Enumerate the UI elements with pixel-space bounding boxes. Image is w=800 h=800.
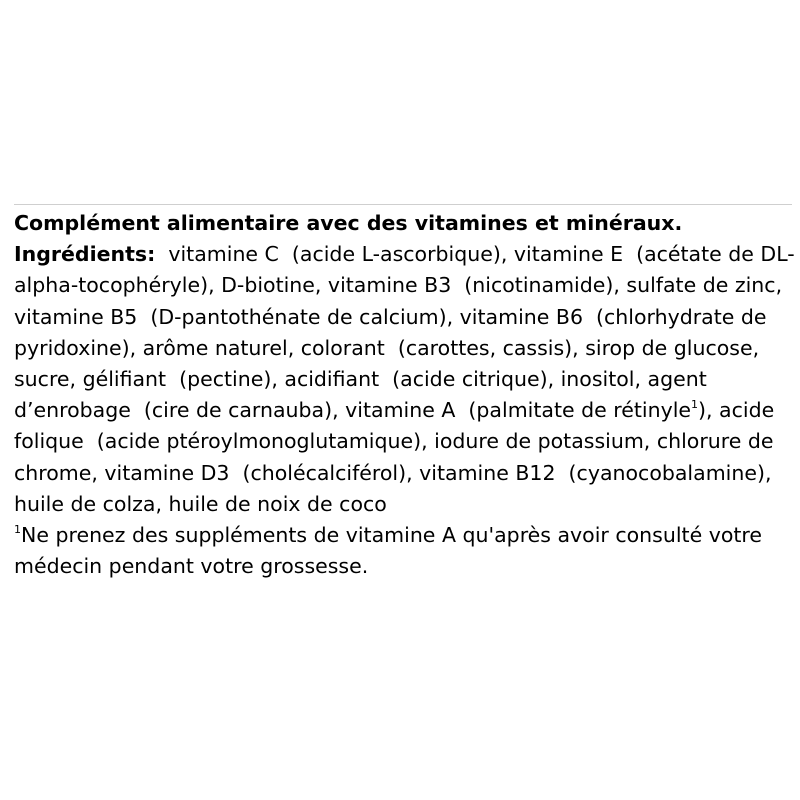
ingredients-line-1: [14, 239, 795, 270]
product-label: [14, 204, 795, 582]
ingredients-line-3: vitamine B5 (D-pantothénate de calcium), vitamine B6 (chlorhydrate de: [14, 304, 767, 329]
footnote-reference: 1: [691, 398, 699, 412]
footnote-line-1: [14, 520, 792, 551]
ingredients-line-2: alpha-tocophéryle), D-biotine, vitamine B3 (nicotinamide), sulfate de zinc,: [14, 273, 783, 298]
footnote-marker: 1: [14, 522, 21, 536]
ingredients-label: Ingrédients:: [14, 242, 156, 267]
ingredients-line-4: pyridoxine), arôme naturel, colorant (carottes, cassis), sirop de glucose,: [14, 335, 760, 360]
ingredients-text: vitamine C (acide L-ascorbique), vitamine E (acétate de DL-: [155, 242, 795, 267]
ingredients-text: d’enrobage (cire de carnauba), vitamine A (palmitate de rétinyle: [14, 398, 692, 423]
footnote-line-2: médecin pendant votre grossesse.: [14, 554, 369, 579]
product-title: Complément alimentaire avec des vitamines et minéraux.: [14, 211, 683, 235]
footnote-text: Ne prenez des suppléments de vitamine A qu'après avoir consulté votre: [21, 522, 763, 547]
ingredients-text: ), acide: [698, 398, 775, 423]
top-divider: [14, 204, 792, 205]
ingredients-line-5: sucre, gélifiant (pectine), acidifiant (acide citrique), inositol, agent: [14, 366, 707, 391]
ingredients-line-9: huile de colza, huile de noix de coco: [14, 491, 387, 516]
ingredients-line-6: [14, 395, 792, 426]
ingredients-line-7: folique (acide ptéroylmonoglutamique), iodure de potassium, chlorure de: [14, 429, 774, 454]
ingredients-line-8: chrome, vitamine D3 (cholécalciférol), vitamine B12 (cyanocobalamine),: [14, 460, 772, 485]
